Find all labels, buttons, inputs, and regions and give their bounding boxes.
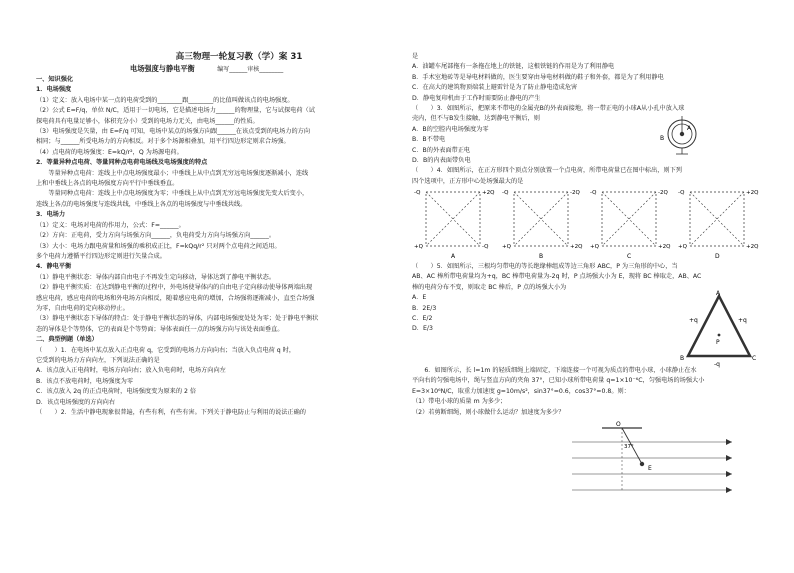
left-text-line: 它受到的电场力方向向左，下列说法正确的是 xyxy=(36,356,160,364)
right-text-line: （ ）4．如图所示，在正方形四个顶点分别放置一个点电荷，所带电荷量已在图中标出，则下列 xyxy=(412,167,682,175)
label-angle: 37° xyxy=(624,444,634,450)
arrow-4 xyxy=(726,487,732,493)
option-label: C xyxy=(627,253,632,260)
charge-label-tl: -Q xyxy=(678,190,685,196)
charge-label-br: +2Q xyxy=(746,244,759,250)
charge-label-tr: -2Q xyxy=(658,190,668,196)
charge-label-bl: +Q xyxy=(414,244,423,250)
label-minus-q: -q xyxy=(714,361,720,368)
left-column xyxy=(36,52,402,418)
left-text-line: （3）静电平衡状态下导体的特点：处于静电平衡状态的导体，内部电场强度处处为零；处于静电平衡状 xyxy=(36,315,319,323)
charged-ball xyxy=(640,462,644,466)
left-text-line: 相同；与______所受电场力的方向相反。对于多个场源相叠加，用平行四边形定则求合场强。 xyxy=(36,138,290,146)
left-text-line: 探电荷具有电量足够小，体积充分小）受到的电场力无关，由电场______的性质。 xyxy=(36,117,259,125)
label-a: A xyxy=(687,125,692,132)
figure-q5-triangle xyxy=(674,290,764,370)
arrow-1 xyxy=(726,439,732,445)
left-text-line: （ ）2．生活中静电现象很普遍，有些有利，有些有害。下列关于静电防止与利用的说法正确的 xyxy=(36,409,306,416)
left-text-line: （1）定义：放入电场中某一点的电荷受到的________跟________的比值叫做该点的电场强度。 xyxy=(36,96,294,104)
q6-text-line: E=3×10⁶N/C，取重力加速度 g=10m/s²，sin37°=0.6，cos37°=0.8。则： xyxy=(412,387,630,395)
left-text-line: 为零，自由电荷的定向移动停止。 xyxy=(36,304,129,312)
charge-label-tr: -2Q xyxy=(570,190,580,196)
q6-text-line: （2）若剪断细绳，则小球做什么运动？加速度为多少？ xyxy=(412,408,565,416)
left-text-line: （4）点电荷的电场强度：E=kQ/r²，Q 为场源电荷。 xyxy=(36,148,183,156)
triangle-abc xyxy=(688,296,750,356)
charge-label-tl: -Q xyxy=(414,190,421,196)
q5-text-line: D．E/3 xyxy=(412,325,433,333)
left-text-line: 1．电场强度 xyxy=(36,86,72,94)
left-text-line: 上和中垂线上各点的电场强度方向平行中垂线垂直。 xyxy=(36,180,179,188)
left-text-line: （2）静电平衡实质：在达到静电平衡的过程中，外电场使导体内的自由电子定向移动使导体两端出现 xyxy=(36,284,313,292)
left-text-line: 连线上各点的电场强度与连线共线，中垂线上各点的电场强度与中垂线共线。 xyxy=(36,200,247,208)
charge-label-tr: +2Q xyxy=(746,190,759,196)
left-text-line: （3）大小：电场力跟电荷量和场强的乘积成正比，F=kQq/r² 只对两个点电荷之间适用。 xyxy=(36,242,281,250)
left-text-line: 态的导体是个等势体，它的表面是个等势面；导体表面任一点的场强方向与该处表面垂直。 xyxy=(36,325,284,333)
right-text-line: B．手术室地砖等是导电材料做的，医生要穿由导电材料做的鞋子和外套，都是为了利用静电 xyxy=(412,73,664,81)
label-plus-q-left: +q xyxy=(689,317,698,324)
q6-text-line: 平向右的匀强电场中，绳与竖直方向的夹角 37°，已知小球所带电荷量 q=1×10⁻⁶C，匀强电场的场强大小 xyxy=(412,377,705,385)
right-text-line: C．B的外表面带正电 xyxy=(412,146,471,154)
charge-label-br: +2Q xyxy=(658,244,671,250)
right-column xyxy=(412,52,764,472)
left-text-line: C．该点放入 2q 的正点电荷时，电场强度变为原来的 2 倍 xyxy=(36,388,197,396)
square-option-a xyxy=(414,190,495,260)
option-label: D xyxy=(715,253,720,260)
worksheet-page xyxy=(36,52,762,532)
page-title: 高三物理一轮复习教（学）案 31 xyxy=(175,52,303,62)
left-text-line: 等量同种点电荷：连线上中点电场强度为零；中垂线上从中点到无穷远电场强度先变大后变小， xyxy=(36,190,309,198)
charge-label-bl: +Q xyxy=(502,244,511,250)
left-text-line: 2．等量异种点电荷、等量同种点电荷电场线及电场强度的特点 xyxy=(36,159,208,167)
right-text-line: 壳内，但不与B发生接触，达到静电平衡后，则 xyxy=(412,115,540,123)
q6-text-line: 6．如图所示，长 l=1m 的轻质细绳上端固定，下端连接一个可视为质点的带电小球，小球静止在水 xyxy=(412,367,697,374)
q6-lines xyxy=(412,366,764,418)
arrow-3 xyxy=(726,471,732,477)
charge-label-bl: +Q xyxy=(678,244,687,250)
label-plus-q-right: +q xyxy=(738,317,747,324)
arrow-2 xyxy=(726,455,732,461)
right-text-line: C．在高大的建筑物顶端装上避雷针是为了防止静电造成危害 xyxy=(412,84,578,92)
charge-label-br: -Q xyxy=(482,244,489,250)
q5-text-line: C．E/2 xyxy=(412,315,433,323)
charge-label-bl: +Q xyxy=(590,244,599,250)
point-p xyxy=(718,334,721,337)
label-P: P xyxy=(716,339,720,346)
q5-text-line: A．E xyxy=(412,294,427,302)
left-text-line: 等量异种点电荷：连线上中点电场强度最小；中垂线上从中点到无穷远电场强度逐渐减小，连线 xyxy=(36,169,309,177)
left-text-line: 4．静电平衡 xyxy=(36,263,72,271)
left-text-lines xyxy=(36,75,402,418)
left-text-line: D．该点电场强度的方向向右 xyxy=(36,398,116,406)
figure-q3-sphere xyxy=(652,114,732,156)
right-text-line: （ ）3．如图所示，把原来不带电的金属壳B的外表面接地，将一带正电的小球A从小孔中放入球 xyxy=(412,105,685,113)
left-text-line: 二、典型例题（单选） xyxy=(36,336,98,344)
charge-label-br: +2Q xyxy=(570,244,583,250)
q6-text-line: （1）带电小球的质量 m 为多少； xyxy=(412,398,507,406)
left-text-line: 一、知识强化 xyxy=(36,76,74,83)
charge-label-tr: +2Q xyxy=(482,190,495,196)
right-text-line: B．B不带电 xyxy=(412,136,446,144)
square-option-b xyxy=(502,190,583,260)
left-text-line: 3．电场力 xyxy=(36,211,66,219)
q5-text-line: （ ）5．如图所示，三根均匀带电的等长绝缘棒组成等边三角形 ABC，P 为三角形的中心，当 xyxy=(412,263,678,270)
figure-q6-field xyxy=(562,420,742,500)
option-label: B xyxy=(539,253,544,260)
charged-ball xyxy=(680,132,684,136)
label-O: O xyxy=(616,421,621,428)
square-option-d xyxy=(678,190,759,260)
label-B: B xyxy=(680,355,685,362)
page-subtitle xyxy=(130,63,402,75)
charge-label-tl: -Q xyxy=(502,190,509,196)
author-reviewer-fields: 编写______审核________ xyxy=(217,66,284,73)
label-b: B xyxy=(660,135,665,142)
left-text-line: 感应电荷，感应电荷的电场和外电场方向相反，随着感应电荷的增加，合场强将逐渐减小，直至合场强 xyxy=(36,294,315,302)
left-text-line: 多个电荷力遵循平行四边形定则进行矢量合成。 xyxy=(36,252,166,260)
left-text-line: A．该点放入正电荷时，电场方向向右；放入负电荷时，电场方向向左 xyxy=(36,367,226,375)
subtitle-text: 电场强度与静电平衡 xyxy=(130,64,195,73)
charge-label-tl: -Q xyxy=(590,190,597,196)
square-option-c xyxy=(590,190,671,260)
left-text-line: （2）公式 E=F/q，单位 N/C，适用于一切电场，它是描述电场力______的物理量，它与试探电荷（试 xyxy=(36,107,315,115)
left-text-line: （1）定义：电场对电荷的作用力，公式：F=______。 xyxy=(36,221,185,229)
right-text-line: D．B的内表面带负电 xyxy=(412,157,471,165)
figure-q4-squares xyxy=(412,184,764,260)
q5-text-line: 棒的电荷分布不变，则取走 BC 棒后，P 点的场强大小为 xyxy=(412,283,567,291)
left-text-line: （2）方向：正电荷，受力方向与场强方向______，负电荷受力方向与场强方向______。 xyxy=(36,232,276,240)
right-text-line: 是 xyxy=(412,53,419,60)
left-text-line: B．该点不放电荷时，电场强度为零 xyxy=(36,377,134,385)
option-label: A xyxy=(451,253,456,260)
label-E: E xyxy=(648,465,652,472)
right-text-line: 四个选项中，正方形中心处场强最大的是 xyxy=(412,177,524,185)
label-A: A xyxy=(716,290,721,297)
left-text-line: （3）电场强度是矢量，由 E=F/q 可知，电场中某点的场强方向跟______在该点受到的电场力的方向 xyxy=(36,128,311,136)
left-text-line: （ ）1．在电场中某点放入正点电荷 q，它受到的电场力方向向右；当放入负点电荷 q 时， xyxy=(36,346,296,354)
right-text-line: A．油罐车尾部拖有一条拖在地上的铁链，这根铁链的作用是为了利用静电 xyxy=(412,63,615,71)
right-text-line: A．B的空腔内电场强度为零 xyxy=(412,125,489,133)
q5-text-line: B．2E/3 xyxy=(412,304,437,312)
q5-text-line: AB、AC 棒所带电荷量均为+q，BC 棒带电荷量为-2q 时，P 点场强大小为 E，现将 BC 棒取走，AB、AC xyxy=(412,273,702,281)
right-text-line: D．静电复印机由于工作时需要防止静电的产生 xyxy=(412,94,541,102)
left-text-line: （1）静电平衡状态：导体内部自由电子不再发生定向移动，导体达到了静电平衡状态。 xyxy=(36,273,276,281)
label-C: C xyxy=(752,355,757,362)
